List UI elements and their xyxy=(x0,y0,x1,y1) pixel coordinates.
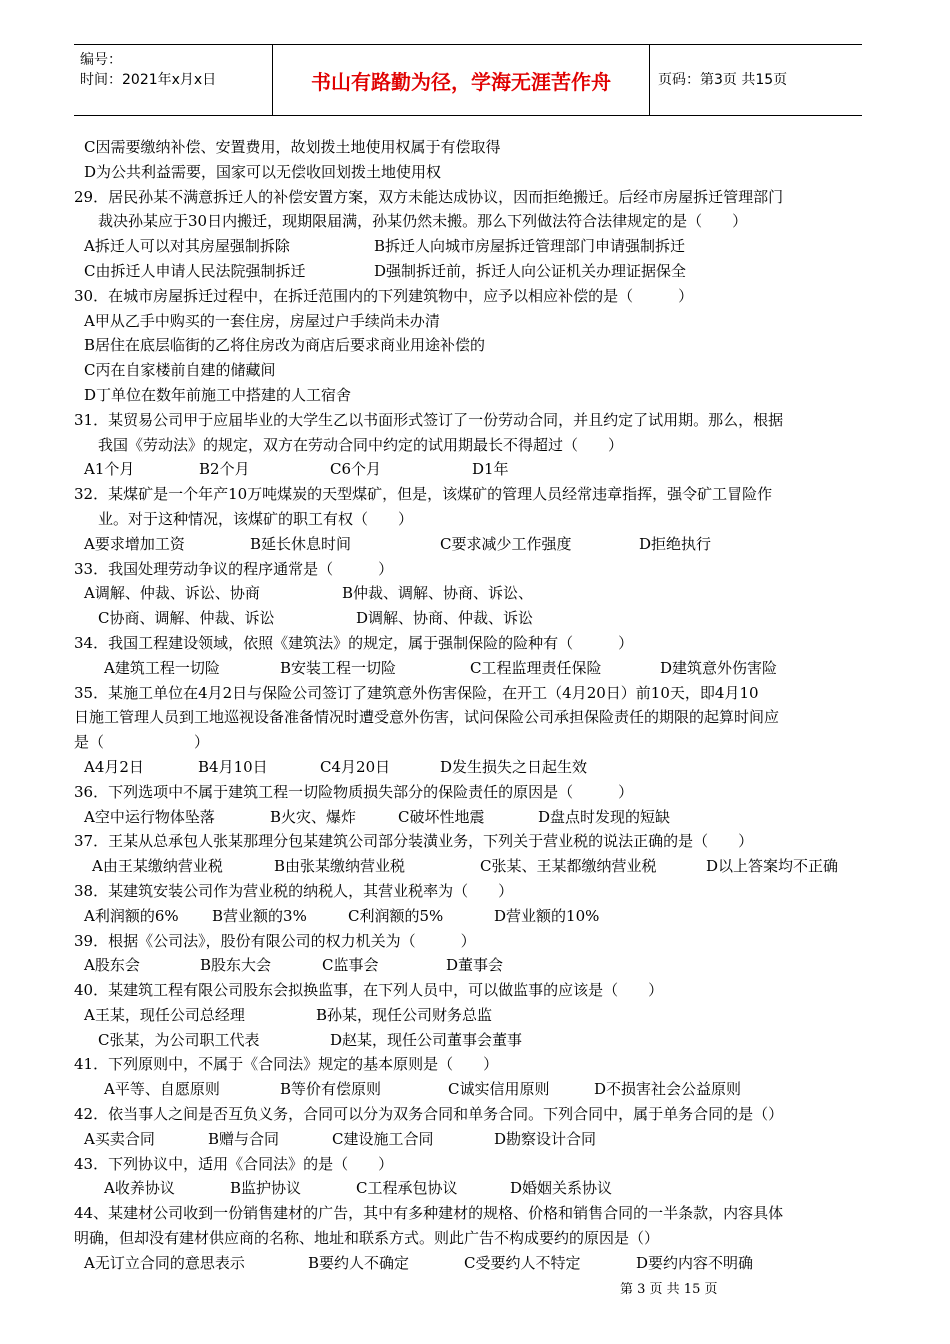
option-d: D盘点时发现的短缺 xyxy=(538,807,671,826)
option-c: C要求减少工作强度 xyxy=(440,534,572,553)
page-header xyxy=(74,44,862,116)
option-a: A空中运行物体坠落 xyxy=(84,807,215,826)
option-d: D不损害社会公益原则 xyxy=(594,1080,742,1099)
option-b: B由张某缴纳营业税 xyxy=(274,857,406,876)
option-c: C由拆迁人申请人民法院强制拆迁 xyxy=(84,261,306,280)
question-29-stem-cont: 裁决孙某应于30日内搬迁，现期限届满，孙某仍然未搬。那么下列做法符合法律规定的是（ ） xyxy=(98,212,748,231)
option-a: A4月2日 xyxy=(84,757,144,776)
document-number-label: 编号： xyxy=(80,52,122,68)
option-row xyxy=(74,457,874,482)
option-a: A由王某缴纳营业税 xyxy=(92,857,223,876)
option-c: C受要约人不特定 xyxy=(464,1253,581,1272)
option-d: D营业额的10% xyxy=(494,906,600,925)
option-row xyxy=(74,755,874,780)
question-35-stem-cont: 日施工管理人员到工地巡视设备准备情况时遭受意外伤害，试问保险公司承担保险责任的期限的起算时间应 xyxy=(74,708,780,727)
header-motto: 书山有路勤为径，学海无涯苦作舟 xyxy=(272,45,650,115)
option-c: C张某、王某都缴纳营业税 xyxy=(480,857,657,876)
text-line: D为公共利益需要，国家可以无偿收回划拨土地使用权 xyxy=(84,162,442,181)
option-row xyxy=(74,656,874,681)
option-c: C张某，为公司职工代表 xyxy=(98,1030,260,1049)
option-row xyxy=(74,234,874,259)
option-a: A要求增加工资 xyxy=(84,534,185,553)
document-time-label: 时间：2021年x月x日 xyxy=(80,72,217,88)
option-b: B股东大会 xyxy=(200,956,272,975)
option-b: B火灾、爆炸 xyxy=(270,807,357,826)
document-body xyxy=(74,135,874,1276)
option-a: A建筑工程一切险 xyxy=(104,658,220,677)
question-31-stem: 31．某贸易公司甲于应届毕业的大学生乙以书面形式签订了一份劳动合同，并且约定了试用期。那么，根据 xyxy=(74,410,784,429)
option-row xyxy=(74,1127,874,1152)
option-row xyxy=(74,1077,874,1102)
option-a: A甲从乙手中购买的一套住房，房屋过户手续尚未办清 xyxy=(84,311,440,330)
option-row xyxy=(74,805,874,830)
option-c: C协商、调解、仲裁、诉讼 xyxy=(98,609,275,628)
option-a: A股东会 xyxy=(84,956,140,975)
question-33-stem: 33．我国处理劳动争议的程序通常是（ ） xyxy=(74,559,394,578)
header-page-info: 页码：第3页 共15页 xyxy=(658,72,788,88)
option-c: C建设施工合同 xyxy=(332,1129,434,1148)
question-32-stem-cont: 业。对于这种情况，该煤矿的职工有权（ ） xyxy=(98,509,414,528)
option-d: D董事会 xyxy=(446,956,504,975)
option-a: A收养协议 xyxy=(104,1179,175,1198)
option-a: A拆迁人可以对其房屋强制拆除 xyxy=(84,237,290,256)
option-b: B营业额的3% xyxy=(212,906,307,925)
option-c: C6个月 xyxy=(330,460,382,479)
option-d: D赵某，现任公司董事会董事 xyxy=(330,1030,523,1049)
question-39-stem: 39．根据《公司法》，股份有限公司的权力机关为（ ） xyxy=(74,931,476,950)
question-35-stem-cont: 是（ ） xyxy=(74,733,210,752)
option-b: B拆迁人向城市房屋拆迁管理部门申请强制拆迁 xyxy=(374,237,686,256)
option-b: B赠与合同 xyxy=(208,1129,280,1148)
option-b: B居住在底层临街的乙将住房改为商店后要求商业用途补偿的 xyxy=(84,336,486,355)
option-c: C诚实信用原则 xyxy=(448,1080,550,1099)
option-row xyxy=(74,1028,874,1053)
option-row xyxy=(74,854,874,879)
option-row xyxy=(74,581,874,606)
text-line: C因需要缴纳补偿、安置费用，故划拨土地使用权属于有偿取得 xyxy=(84,138,501,156)
option-a: A利润额的6% xyxy=(84,906,179,925)
option-b: B4月10日 xyxy=(198,757,268,776)
option-b: B仲裁、调解、协商、诉讼、 xyxy=(342,584,534,603)
option-b: B监护协议 xyxy=(230,1179,302,1198)
option-d: D建筑意外伤害险 xyxy=(660,658,778,677)
option-b: B安装工程一切险 xyxy=(280,658,397,677)
option-c: C工程承包协议 xyxy=(356,1179,458,1198)
question-37-stem: 37．王某从总承包人张某那理分包某建筑公司部分装潢业务，下列关于营业税的说法正确的是（ ） xyxy=(74,832,754,851)
option-row xyxy=(74,259,874,284)
option-d: D调解、协商、仲裁、诉讼 xyxy=(356,609,534,628)
option-d: D以上答案均不正确 xyxy=(706,857,839,876)
option-c: C4月20日 xyxy=(320,757,391,776)
question-31-stem-cont: 我国《劳动法》的规定，双方在劳动合同中约定的试用期最长不得超过（ ） xyxy=(98,435,624,454)
question-41-stem: 41．下列原则中，不属于《合同法》规定的基本原则是（ ） xyxy=(74,1055,499,1074)
question-44-stem-cont: 明确，但却没有建材供应商的名称、地址和联系方式。则此广告不构成要约的原因是（） xyxy=(74,1229,660,1248)
option-b: B等价有偿原则 xyxy=(280,1080,382,1099)
option-row xyxy=(74,953,874,978)
option-b: B要约人不确定 xyxy=(308,1253,410,1272)
option-a: A王某，现任公司总经理 xyxy=(84,1005,245,1024)
option-d: D强制拆迁前，拆迁人向公证机关办理证据保全 xyxy=(374,261,687,280)
option-c: C工程监理责任保险 xyxy=(470,658,602,677)
option-b: B延长休息时间 xyxy=(250,534,352,553)
option-row xyxy=(74,1251,874,1276)
question-36-stem: 36．下列选项中不属于建筑工程一切险物质损失部分的保险责任的原因是（ ） xyxy=(74,782,634,801)
option-row xyxy=(74,1176,874,1201)
question-32-stem: 32．某煤矿是一个年产10万吨煤炭的天型煤矿，但是，该煤矿的管理人员经常违章指挥，强令矿工冒险作 xyxy=(74,485,773,504)
question-40-stem: 40．某建筑工程有限公司股东会拟换监事，在下列人员中，可以做监事的应该是（ ） xyxy=(74,981,664,1000)
option-c: C丙在自家楼前自建的储藏间 xyxy=(84,361,276,380)
option-d: D发生损失之日起生效 xyxy=(440,757,588,776)
option-row xyxy=(74,606,874,631)
option-c: C监事会 xyxy=(322,956,379,975)
option-row xyxy=(74,1003,874,1028)
question-30-stem: 30．在城市房屋拆迁过程中，在拆迁范围内的下列建筑物中，应予以相应补偿的是（ ） xyxy=(74,286,694,305)
option-d: D拒绝执行 xyxy=(639,534,712,553)
question-42-stem: 42．依当事人之间是否互负义务，合同可以分为双务合同和单务合同。下列合同中，属于单务合同的是（） xyxy=(74,1105,784,1124)
question-35-stem: 35．某施工单位在4月2日与保险公司签订了建筑意外伤害保险，在开工（4月20日）前10天，即4月10 xyxy=(74,683,759,702)
option-c: C利润额的5% xyxy=(348,906,444,925)
question-34-stem: 34．我国工程建设领域，依照《建筑法》的规定，属于强制保险的险种有（ ） xyxy=(74,633,634,652)
option-b: B孙某，现任公司财务总监 xyxy=(316,1005,493,1024)
option-row xyxy=(74,904,874,929)
option-a: A无订立合同的意思表示 xyxy=(84,1253,245,1272)
page-footer: 第 3 页 共 15 页 xyxy=(620,1282,718,1297)
question-43-stem: 43．下列协议中，适用《合同法》的是（ ） xyxy=(74,1154,394,1173)
question-29-stem: 29．居民孙某不满意拆迁人的补偿安置方案，双方未能达成协议，因而拒绝搬迁。后经市房屋拆迁管理部门 xyxy=(74,187,784,206)
question-38-stem: 38．某建筑安装公司作为营业税的纳税人，其营业税率为（ ） xyxy=(74,881,514,900)
option-a: A调解、仲裁、诉讼、协商 xyxy=(84,584,260,603)
option-d: D1年 xyxy=(472,460,509,479)
option-d: D丁单位在数年前施工中搭建的人工宿舍 xyxy=(84,385,352,404)
option-d: D婚姻关系协议 xyxy=(510,1179,613,1198)
header-left-cell xyxy=(74,45,272,115)
question-44-stem: 44、某建材公司收到一份销售建材的广告，其中有多种建材的规格、价格和销售合同的一半条款，内容具体 xyxy=(74,1204,784,1223)
option-d: D勘察设计合同 xyxy=(494,1129,597,1148)
option-b: B2个月 xyxy=(199,460,250,479)
option-a: A平等、自愿原则 xyxy=(104,1080,220,1099)
option-a: A买卖合同 xyxy=(84,1129,155,1148)
option-a: A1个月 xyxy=(84,460,135,479)
option-row xyxy=(74,532,874,557)
option-c: C破坏性地震 xyxy=(398,807,485,826)
option-d: D要约内容不明确 xyxy=(636,1253,754,1272)
